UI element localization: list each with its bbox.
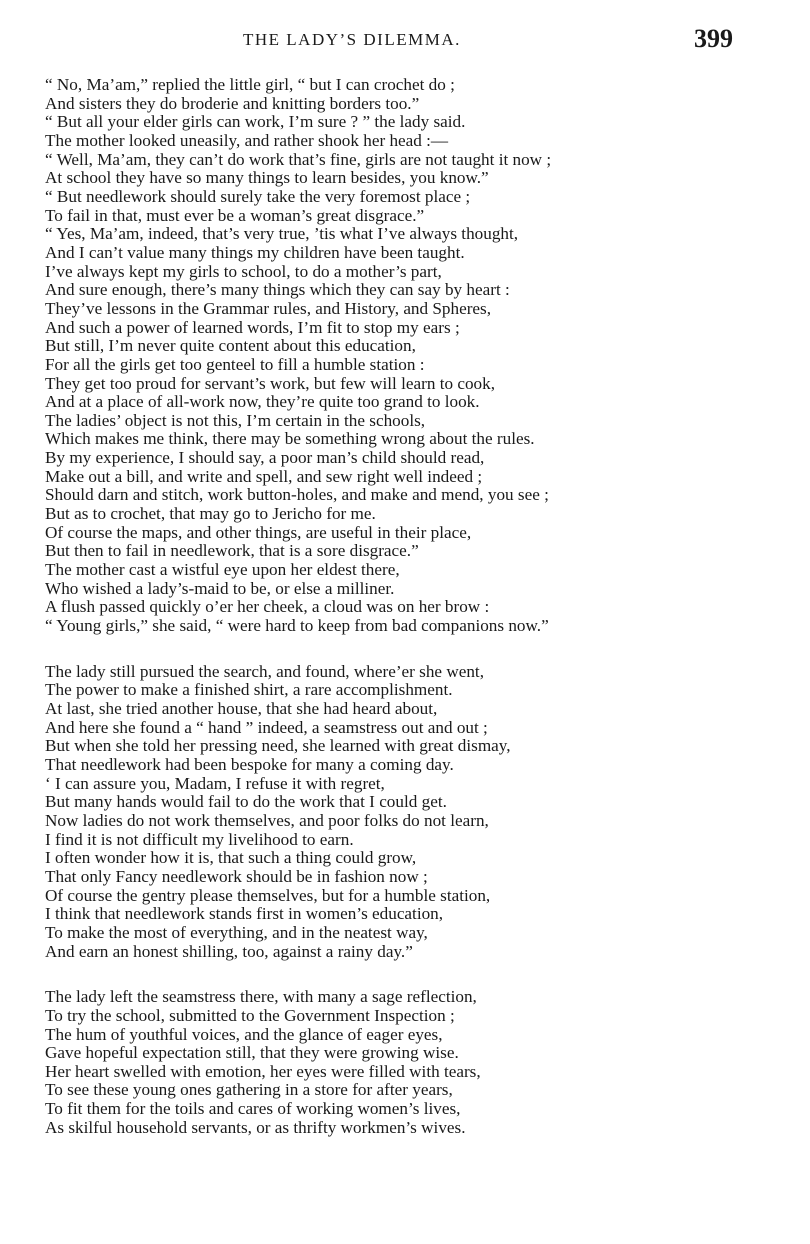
poem-line: But still, I’m never quite content about this education,: [45, 336, 416, 356]
poem-line: “ Young girls,” she said, “ were hard to keep from bad companions now.”: [45, 616, 549, 636]
poem-line: The ladies’ object is not this, I’m certain in the schools,: [45, 410, 426, 430]
poem-line: And here she found a “ hand ” indeed, a seamstress out and out ;: [45, 717, 488, 737]
poem-line: “ But needlework should surely take the very foremost place ;: [45, 186, 471, 206]
poem-line: Gave hopeful expectation still, that they were growing wise.: [45, 1043, 459, 1063]
poem-line: The power to make a finished shirt, a rare accomplishment.: [45, 680, 453, 700]
poem-line: To fail in that, must ever be a woman’s great disgrace.”: [45, 205, 425, 225]
stanza: [45, 76, 805, 636]
poem-line: ‘ I can assure you, Madam, I refuse it with regret,: [45, 773, 385, 793]
poem-line: A flush passed quickly o’er her cheek, a cloud was on her brow :: [45, 597, 490, 617]
poem-line: To see these young ones gathering in a store for after years,: [45, 1080, 453, 1100]
poem-line: Make out a bill, and write and spell, and sew right well indeed ;: [45, 466, 483, 486]
poem-line: “ But all your elder girls can work, I’m sure ? ” the lady said.: [45, 112, 466, 132]
running-title: THE LADY’S DILEMMA.: [243, 30, 461, 49]
poem-line: And I can’t value many things my children have been taught.: [45, 242, 465, 262]
poem-line: And sisters they do broderie and knitting borders too.”: [45, 93, 420, 113]
poem-line: But when she told her pressing need, she learned with great dismay,: [45, 736, 511, 756]
poem-line: But as to crochet, that may go to Jericho for me.: [45, 504, 376, 524]
poem-line: The mother looked uneasily, and rather shook her head :—: [45, 130, 449, 150]
poem-line: Her heart swelled with emotion, her eyes were filled with tears,: [45, 1061, 481, 1081]
stanza: [45, 663, 805, 962]
running-header: [0, 24, 810, 60]
poem-line: I often wonder how it is, that such a thing could grow,: [45, 848, 417, 868]
poem-line: As skilful household servants, or as thrifty workmen’s wives.: [45, 1117, 466, 1137]
poem-line: Who wished a lady’s-maid to be, or else a milliner.: [45, 578, 395, 598]
poem-line: “ Yes, Ma’am, indeed, that’s very true, ’tis what I’ve always thought,: [45, 224, 519, 244]
poem-line: But many hands would fail to do the work that I could get.: [45, 792, 447, 812]
poem-line: And sure enough, there’s many things which they can say by heart :: [45, 280, 510, 300]
poem-line: Which makes me think, there may be something wrong about the rules.: [45, 429, 535, 449]
poem-line: Now ladies do not work themselves, and poor folks do not learn,: [45, 810, 489, 830]
poem-line: Should darn and stitch, work button-holes, and make and mend, you see ;: [45, 485, 549, 505]
poem-line: They get too proud for servant’s work, but few will learn to cook,: [45, 373, 496, 393]
poem-line: Of course the maps, and other things, are useful in their place,: [45, 522, 472, 542]
poem-line: And at a place of all-work now, they’re quite too grand to look.: [45, 392, 480, 412]
poem-line: At last, she tried another house, that she had heard about,: [45, 699, 438, 718]
poem-line: “ Well, Ma’am, they can’t do work that’s fine, girls are not taught it now ;: [45, 149, 552, 169]
poem-line: I find it is not difficult my livelihood to earn.: [45, 829, 354, 849]
poem-line: The lady still pursued the search, and found, where’er she went,: [45, 661, 485, 681]
poem-line: To make the most of everything, and in the neatest way,: [45, 922, 428, 942]
poem-line: At school they have so many things to learn besides, you know.”: [45, 168, 489, 188]
poem-line: To fit them for the toils and cares of working women’s lives,: [45, 1099, 461, 1119]
poem-line: And such a power of learned words, I’m fit to stop my ears ;: [45, 317, 460, 337]
poem-line: And earn an honest shilling, too, against a rainy day.”: [45, 941, 413, 961]
poem-line: That needlework had been bespoke for many a coming day.: [45, 754, 454, 774]
poem-line: I’ve always kept my girls to school, to do a mother’s part,: [45, 261, 442, 281]
poem-line: I think that needlework stands first in women’s education,: [45, 904, 444, 924]
poem-line: The hum of youthful voices, and the glance of eager eyes,: [45, 1024, 443, 1044]
poem-line: By my experience, I should say, a poor man’s child should read,: [45, 448, 485, 468]
poem-line: That only Fancy needlework should be in fashion now ;: [45, 866, 428, 886]
poem-line: “ No, Ma’am,” replied the little girl, “ but I can crochet do ;: [45, 75, 455, 94]
page-number: 399: [694, 24, 733, 53]
poem-line: Of course the gentry please themselves, but for a humble station,: [45, 885, 491, 905]
poem-line: But then to fail in needlework, that is a sore disgrace.”: [45, 541, 419, 561]
stanza: [45, 988, 805, 1137]
poem-line: For all the girls get too genteel to fill a humble station :: [45, 354, 425, 374]
poem-line: The mother cast a wistful eye upon her eldest there,: [45, 560, 400, 580]
poem-line: They’ve lessons in the Grammar rules, and History, and Spheres,: [45, 298, 492, 318]
poem-line: The lady left the seamstress there, with many a sage reflection,: [45, 987, 477, 1007]
poem-body: [45, 76, 805, 1137]
poem-line: To try the school, submitted to the Government Inspection ;: [45, 1005, 455, 1025]
